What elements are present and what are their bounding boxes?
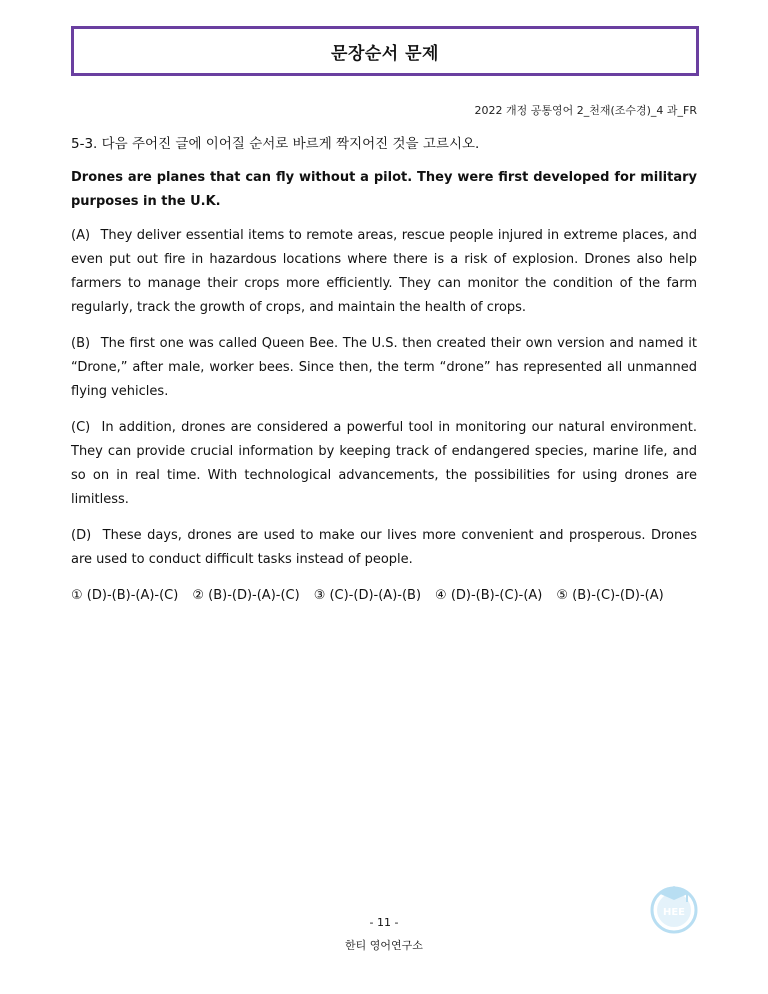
paragraph-c — [71, 416, 697, 512]
paragraph-text: The first one was called Queen Bee. The U.S. then created their own version and named it “Drone,” after male, worker bees. Since then, the term “drone” has represented all unmanned flying vehicles. — [71, 336, 697, 399]
page-title: 문장순서 문제 — [331, 43, 439, 64]
question-content — [71, 132, 697, 608]
choice-4: ④ (D)-(B)-(C)-(A) — [435, 588, 543, 603]
paragraph-b — [71, 332, 697, 404]
intro-passage: Drones are planes that can fly without a pilot. They were first developed for military purposes in the U.K. — [71, 170, 697, 209]
answer-choices — [71, 584, 697, 608]
paragraph-label: (C) — [71, 420, 91, 435]
paragraph-label: (A) — [71, 228, 91, 243]
choice-2: ② (B)-(D)-(A)-(C) — [192, 588, 300, 603]
choice-1: ① (D)-(B)-(A)-(C) — [71, 588, 179, 603]
choice-3: ③ (C)-(D)-(A)-(B) — [313, 588, 422, 603]
title-box — [71, 26, 699, 76]
footer-organization: 한티 영어연구소 — [345, 939, 423, 952]
paragraph-d — [71, 524, 697, 572]
page-number: - 11 - — [369, 916, 399, 929]
paragraph-a — [71, 224, 697, 320]
question-stem: 5-3. 다음 주어진 글에 이어질 순서로 바르게 짝지어진 것을 고르시오. — [71, 136, 480, 152]
paragraph-label: (B) — [71, 336, 91, 351]
paragraph-text: They deliver essential items to remote areas, rescue people injured in extreme places, and even put out fire in hazardous locations where there is a risk of explosion. Drones also help farmers to manage their crops more efficiently. They can monitor the condition of the farm regularly, track the growth of crops, and maintain the health of crops. — [71, 228, 697, 315]
paragraph-label: (D) — [71, 528, 92, 543]
logo-text: HEE — [662, 907, 686, 918]
source-label: 2022 개정 공통영어 2_천재(조수경)_4 과_FR — [474, 104, 697, 117]
paragraph-text: In addition, drones are considered a powerful tool in monitoring our natural environment. They can provide crucial information by keeping track of endangered species, marine life, and so on in real time. With technological advancements, the possibilities for using drones are limitless. — [71, 420, 698, 507]
paragraph-text: These days, drones are used to make our lives more convenient and prosperous. Drones are used to conduct difficult tasks instead of people. — [71, 528, 697, 567]
choice-5: ⑤ (B)-(C)-(D)-(A) — [556, 588, 664, 603]
